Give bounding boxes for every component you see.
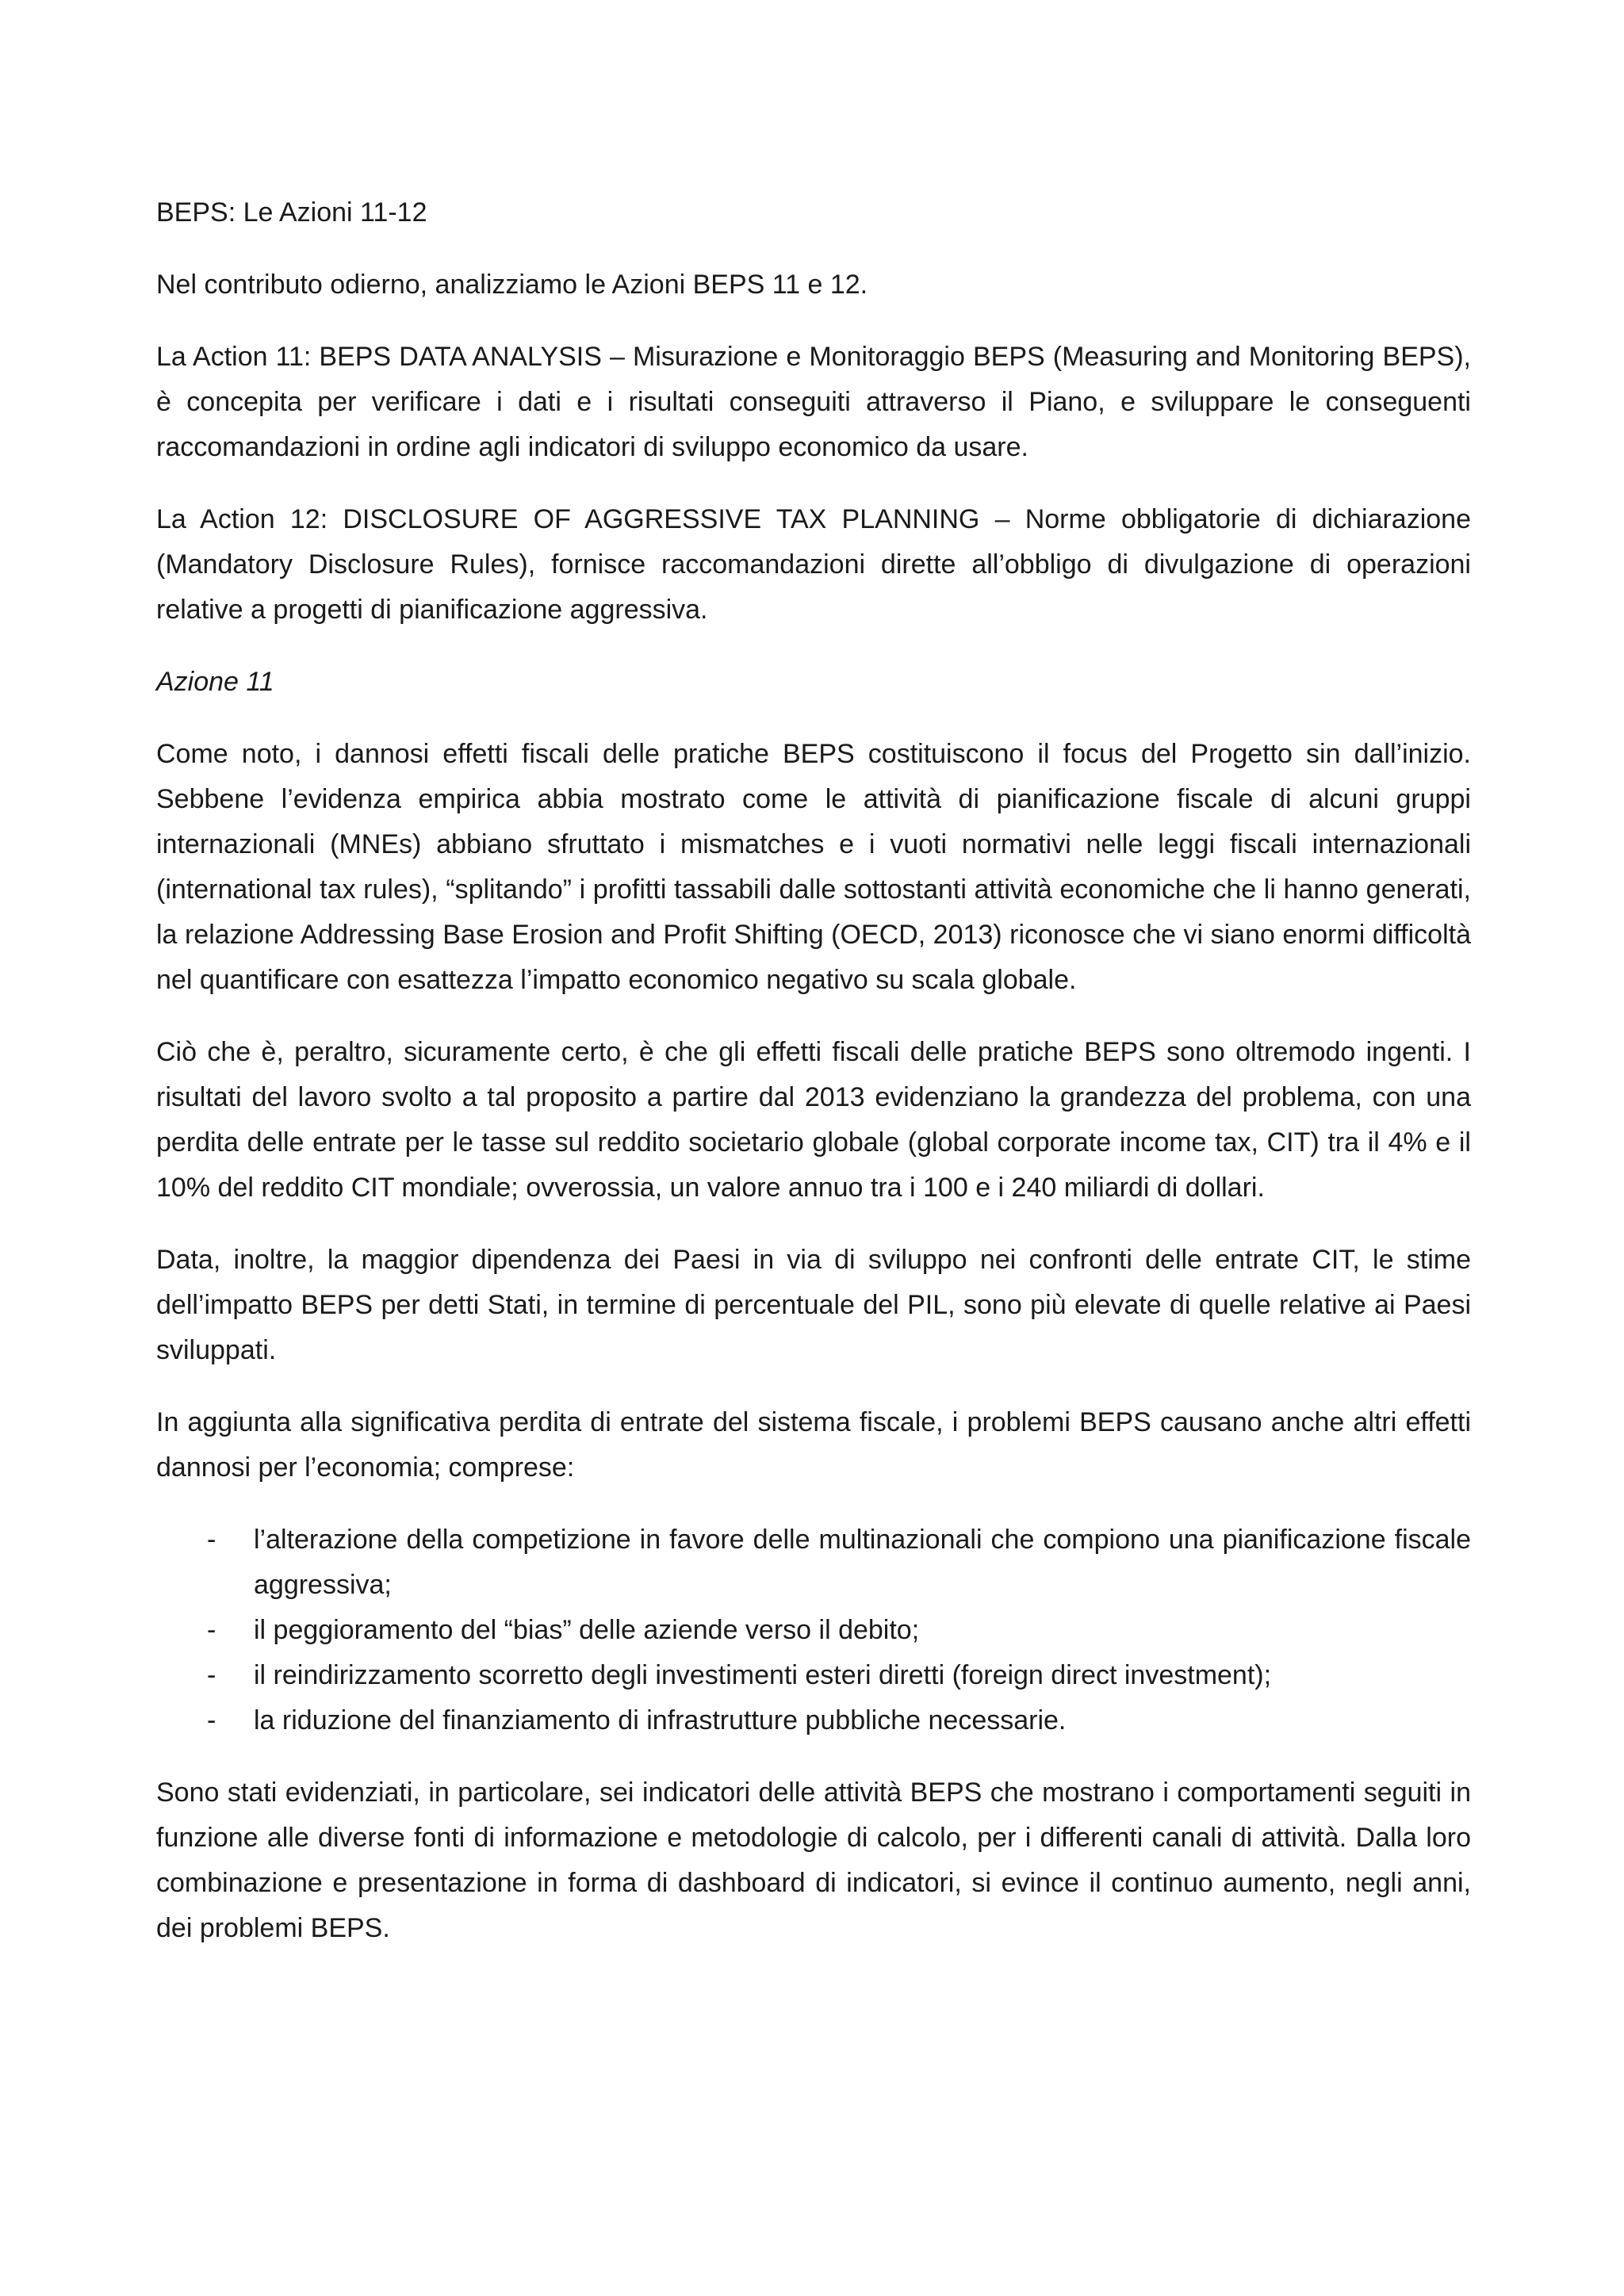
body-paragraph: Data, inoltre, la maggior dipendenza dei Paesi in via di sviluppo nei confronti delle entrate CIT, le stime dell’impatto BEPS per detti Stati, in termine di percentuale del PIL, sono più elevate di quelle relative ai Paesi sviluppati.	[156, 1245, 1471, 1365]
list-dash: -	[207, 1705, 216, 1735]
document-title: BEPS: Le Azioni 11-12	[156, 197, 427, 228]
action12-intro-paragraph: La Action 12: DISCLOSURE OF AGGRESSIVE TAX PLANNING – Norme obbligatorie di dichiarazione (Mandatory Disclosure Rules), fornisce raccomandazioni dirette all’obbligo di divulgazione di operazioni relative a progetti di pianificazione aggressiva.	[156, 504, 1471, 625]
list-dash: -	[207, 1525, 216, 1555]
section-heading: Azione 11	[156, 667, 274, 697]
body-paragraph: Ciò che è, peraltro, sicuramente certo, è che gli effetti fiscali delle pratiche BEPS sono oltremodo ingenti. I risultati del lavoro svolto a tal proposito a partire dal 2013 evidenziano la grandezza del problema, con una perdita delle entrate per le tasse sul reddito societario globale (global corporate income tax, CIT) tra il 4% e il 10% del reddito CIT mondiale; ovverossia, un valore annuo tra i 100 e i 240 miliardi di dollari.	[156, 1037, 1471, 1203]
intro-paragraph: Nel contributo odierno, analizziamo le Azioni BEPS 11 e 12.	[156, 270, 868, 300]
list-item	[156, 1653, 1471, 1698]
document-body	[156, 190, 1471, 1978]
list-item-text: il reindirizzamento scorretto degli investimenti esteri diretti (foreign direct investment);	[254, 1660, 1272, 1690]
list-item-text: l’alterazione della competizione in favore delle multinazionali che compiono una pianificazione fiscale aggressiva;	[254, 1525, 1471, 1600]
list-dash: -	[207, 1615, 216, 1645]
effects-list	[156, 1517, 1471, 1743]
list-item	[156, 1698, 1471, 1743]
list-item-text: la riduzione del finanziamento di infrastrutture pubbliche necessarie.	[254, 1705, 1067, 1735]
list-item	[156, 1517, 1471, 1608]
body-paragraph: Sono stati evidenziati, in particolare, sei indicatori delle attività BEPS che mostrano i comportamenti seguiti in funzione alle diverse fonti di informazione e metodologie di calcolo, per i differenti canali di attività. Dalla loro combinazione e presentazione in forma di dashboard di indicatori, si evince il continuo aumento, negli anni, dei problemi BEPS.	[156, 1777, 1471, 1943]
body-paragraph: In aggiunta alla significativa perdita di entrate del sistema fiscale, i problemi BEPS causano anche altri effetti dannosi per l’economia; comprese:	[156, 1407, 1471, 1483]
list-item-text: il peggioramento del “bias” delle aziende verso il debito;	[254, 1615, 920, 1645]
list-dash: -	[207, 1660, 216, 1690]
body-paragraph: Come noto, i dannosi effetti fiscali delle pratiche BEPS costituiscono il focus del Progetto sin dall’inizio. Sebbene l’evidenza empirica abbia mostrato come le attività di pianificazione fiscale di alcuni gruppi internazionali (MNEs) abbiano sfruttato i mismatches e i vuoti normativi nelle leggi fiscali internazionali (international tax rules), “splitando” i profitti tassabili dalle sottostanti attività economiche che li hanno generati, la relazione Addressing Base Erosion and Profit Shifting (OECD, 2013) riconosce che vi siano enormi difficoltà nel quantificare con esattezza l’impatto economico negativo su scala globale.	[156, 739, 1471, 995]
action11-intro-paragraph: La Action 11: BEPS DATA ANALYSIS – Misurazione e Monitoraggio BEPS (Measuring and Monitoring BEPS), è concepita per verificare i dati e i risultati conseguiti attraverso il Piano, e sviluppare le conseguenti raccomandazioni in ordine agli indicatori di sviluppo economico da usare.	[156, 342, 1471, 462]
list-item	[156, 1608, 1471, 1653]
